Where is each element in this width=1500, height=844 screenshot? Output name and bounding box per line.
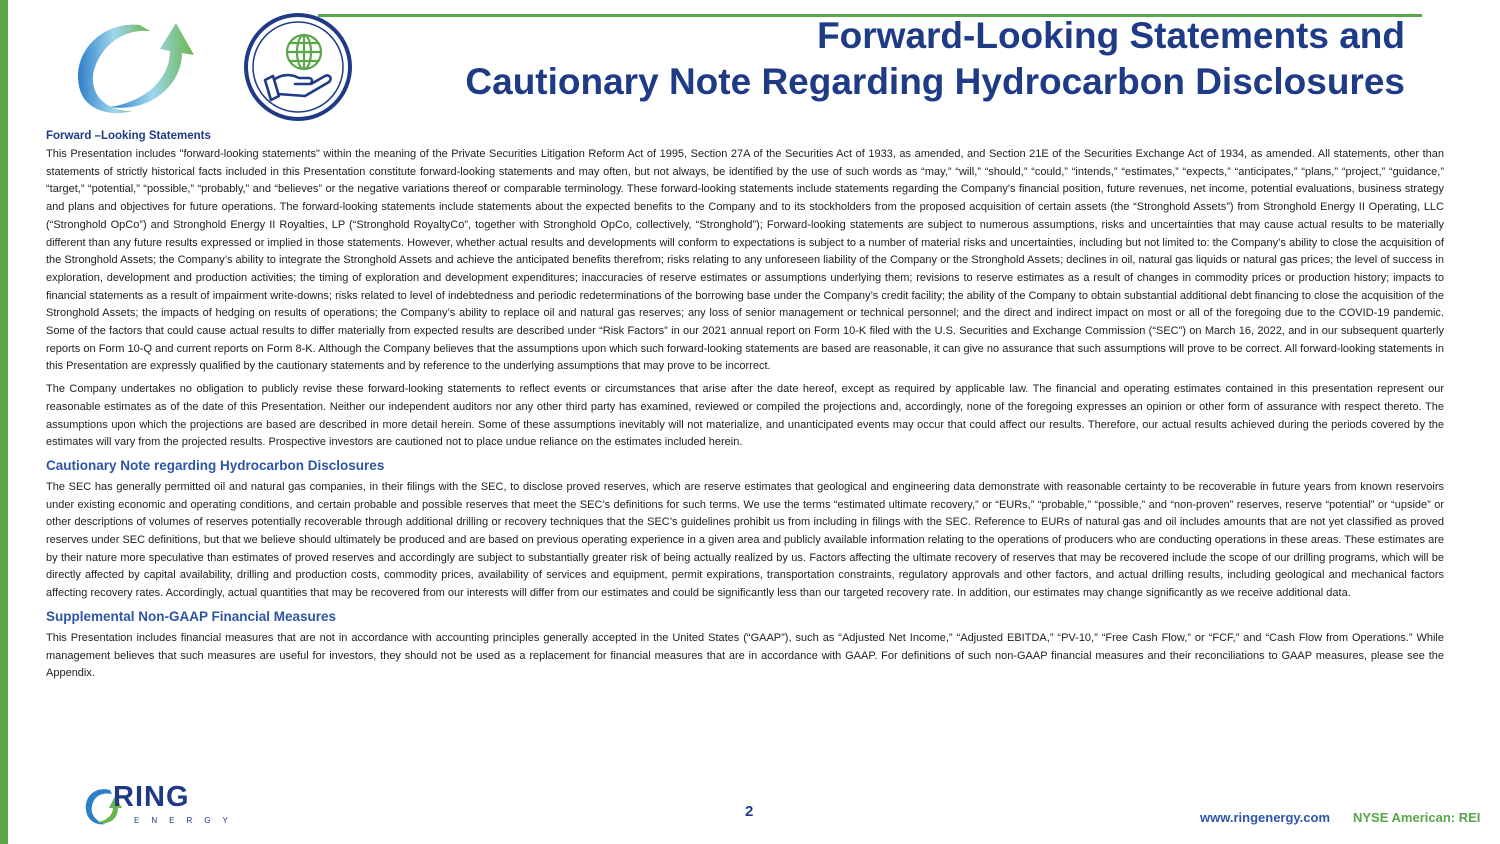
- swoosh-arrow-icon: [70, 15, 200, 120]
- globe-in-hand-icon: [243, 12, 353, 122]
- cautionary-note-paragraph: The SEC has generally permitted oil and natural gas companies, in their filings with the SEC, to disclose proved reserves, which are reserve estimates that geological and engineering data demonstrate with reasonable certainty to be recoverable in future years from known reservoirs under existing economic and operating conditions, and certain probable and possible reserves that meet the SEC’s definitions for such terms. We use the terms “estimated ultimate recovery,” or “EURs,” “probable,” “possible,” and “non-proven” reserves, reserve “potential” or “upside” or other descriptions of volumes of reserves potentially recoverable through additional drilling or recovery techniques that the SEC’s guidelines prohibit us from including in filings with the SEC. Reference to EURs of natural gas and oil includes amounts that are not yet classified as proved reserves under SEC definitions, but that we believe should ultimately be produced and are based on previous operating experience in a given area and publicly available information relating to the operations of producers who are conducting operations in these areas. These estimates are by their nature more speculative than estimates of proved reserves and accordingly are subject to substantially greater risk of being actually realized by us. Factors affecting the ultimate recovery of reserves that may be recovered include the scope of our drilling programs, which will be directly affected by capital availability, drilling and production costs, commodity prices, availability of services and equipment, permit expirations, transportation constraints, regulatory approvals and other factors, and actual drilling results, including geological and mechanical factors affecting recovery rates. Accordingly, actual quantities that may be recovered from our interests will differ from our estimates and could be significantly less than our targeted recovery rate. In addition, our estimates may change significantly as we receive additional data.: [46, 480, 1444, 600]
- disclosure-body: [46, 128, 1444, 688]
- fls-heading: Forward –Looking Statements: [46, 130, 211, 142]
- logo-subtitle: ENERGY: [134, 816, 240, 825]
- title-line-2: Cautionary Note Regarding Hydrocarbon Disclosures: [465, 61, 1405, 102]
- non-gaap-heading: Supplemental Non-GAAP Financial Measures: [46, 608, 337, 624]
- non-gaap-paragraph: This Presentation includes financial measures that are not in accordance with accounting principles generally accepted in the United States (“GAAP”), such as “Adjusted Net Income,” “Adjusted EBITDA,” “PV-10,” “Free Cash Flow,” or “FCF,” and “Cash Flow from Operations.” While management believes that such measures are useful for investors, they should not be used as a replacement for financial measures that are in accordance with GAAP. For definitions of such non-GAAP financial measures and their reconciliations to GAAP measures, please see the Appendix.: [46, 631, 1444, 680]
- cautionary-note-heading: Cautionary Note regarding Hydrocarbon Disclosures: [46, 457, 385, 473]
- page-title: [465, 14, 1405, 106]
- logo-wordmark: RING: [113, 781, 190, 813]
- fls-paragraph-2: The Company undertakes no obligation to publicly revise these forward-looking statements to reflect events or circumstances that arise after the date hereof, except as required by applicable law. The financial and operating estimates contained in this presentation represent our reasonable estimates as of the date of this Presentation. Neither our independent auditors nor any other third party has examined, reviewed or compiled the projections and, accordingly, none of the foregoing expresses an opinion or other form of assurance with respect thereto. The assumptions upon which the projections are based are described in more detail herein. Some of these assumptions inevitably will not materialize, and unanticipated events may occur that could affect our results. Therefore, our actual results achieved during the periods covered by the estimates will vary from the projected results. Prospective investors are cautioned not to place undue reliance on the estimates included herein.: [46, 383, 1444, 449]
- exchange-ticker: NYSE American: REI: [1353, 810, 1481, 825]
- fls-paragraph-1: This Presentation includes "forward-looking statements" within the meaning of the Private Securities Litigation Reform Act of 1995, Section 27A of the Securities Act of 1933, as amended, and Section 21E of the Securities Exchange Act of 1934, as amended. All statements, other than statements of strictly historical facts included in this Presentation constitute forward-looking statements and may often, but not always, be identified by the use of such words as “may,” “will,” “should,” “could,” “intends,” “estimates,” “expects,” “anticipates,” “plans,” “project,” “guidance,” “target,” “potential,” “possible,” “probably,” and “believes” or the negative variations thereof or comparable terminology. These forward-looking statements include statements regarding the Company's financial position, future revenues, net income, potential evaluations, business strategy and plans and objectives for future operations. The forward-looking statements include statements about the expected benefits to the Company and to its stockholders from the proposed acquisition of certain assets (the “Stronghold Assets”) from Stronghold Energy II Operating, LLC (“Stronghold OpCo”) and Stronghold Energy II Royalties, LP (“Stronghold RoyaltyCo”, together with Stronghold OpCo, collectively, “Stronghold”); Forward-looking statements are subject to numerous assumptions, risks and uncertainties that may cause actual results to be materially different than any future results expressed or implied in those statements. However, whether actual results and developments will conform to expectations is subject to a number of material risks and uncertainties, including but not limited to: the Company’s ability to close the acquisition of the Stronghold Assets; the Company’s ability to integrate the Stronghold Assets and achieve the anticipated benefits therefrom; risks relating to any unforeseen liability of the Company or the Stronghold Assets; declines in oil, natural gas liquids or natural gas prices; the level of success in exploration, development and production activities; the timing of exploration and development expenditures; inaccuracies of reserve estimates or assumptions underlying them; revisions to reserve estimates as a result of changes in commodity prices or production history; impacts to financial statements as a result of impairment write-downs; risks related to level of indebtedness and periodic redeterminations of the borrowing base under the Company’s credit facility; the ability of the Company to obtain substantial additional debt financing to close the acquisition of the Stronghold Assets; the impacts of hedging on results of operations; the Company’s ability to replace oil and natural gas reserves; any loss of senior management or technical personnel; and the direct and indirect impact on most or all of the foregoing due to the COVID-19 pandemic. Some of the factors that could cause actual results to differ materially from expected results are described under “Risk Factors” in our 2021 annual report on Form 10-K filed with the U.S. Securities and Exchange Commission (“SEC”) on March 16, 2022, and in our subsequent quarterly reports on Form 10-Q and current reports on Form 8-K. Although the Company believes that the assumptions upon which such forward-looking statements are based are reasonable, it can give no assurance that such assumptions will prove to be correct. All forward-looking statements in this Presentation are expressly qualified by the cautionary statements and by reference to the underlying assumptions that may prove to be incorrect.: [46, 148, 1444, 373]
- left-accent-bar: [0, 0, 8, 844]
- page-number: 2: [745, 803, 754, 820]
- website-link[interactable]: www.ringenergy.com: [1200, 810, 1331, 825]
- title-line-1: Forward-Looking Statements and: [817, 15, 1405, 56]
